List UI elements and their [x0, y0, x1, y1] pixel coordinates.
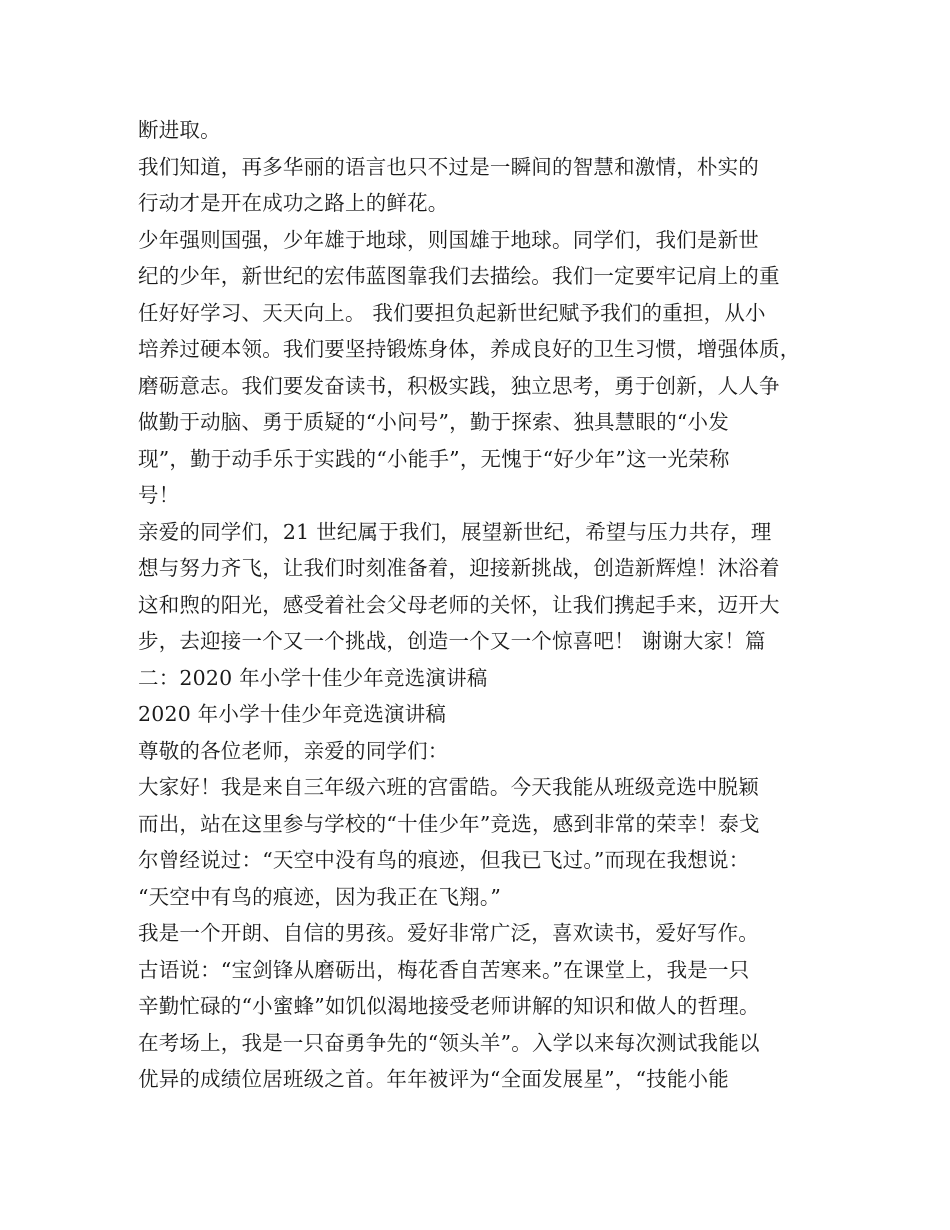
- text-line: 古语说：“宝剑锋从磨砺出，梅花香自苦寒来。”在课堂上，我是一只: [138, 957, 750, 982]
- text-line: 优异的成绩位居班级之首。年年被评为“全面发展星”，“技能小能: [138, 1067, 729, 1091]
- text-line: 而出，站在这里参与学校的“十佳少年”竞选，感到非常的荣幸！泰戈: [138, 811, 760, 836]
- text-line: 培养过硬本领。我们要坚持锻炼身体，养成良好的卫生习惯，增强体质，: [138, 337, 801, 361]
- text-line: 纪的少年，新世纪的宏伟蓝图靠我们去描绘。我们一定要牢记肩上的重: [138, 264, 780, 288]
- text-line: 号！: [138, 483, 180, 507]
- text-line: 磨砺意志。我们要发奋读书，积极实践，独立思考，勇于创新，人人争: [138, 373, 780, 398]
- text-line: 2020 年小学十佳少年竞选演讲稿: [138, 702, 447, 726]
- text-line: 做勤于动脑、勇于质疑的“小问号”，勤于探索、独具慧眼的“小发: [138, 410, 729, 434]
- text-line: 亲爱的同学们，21 世纪属于我们，展望新世纪，希望与压力共存，理: [138, 519, 772, 544]
- text-line: 二：2020 年小学十佳少年竞选演讲稿: [138, 665, 488, 690]
- text-line: 这和煦的阳光，感受着社会父母老师的关怀，让我们携起手来，迈开大: [138, 592, 780, 617]
- text-line: 想与努力齐飞，让我们时刻准备着，迎接新挑战，创造新辉煌！沐浴着: [138, 556, 780, 580]
- text-line: 现”，勤于动手乐于实践的“小能手”，无愧于“好少年”这一光荣称: [138, 446, 730, 471]
- document-body: [138, 112, 828, 1098]
- text-line: 断进取。: [138, 118, 221, 142]
- text-line: 我们知道，再多华丽的语言也只不过是一瞬间的智慧和激情，朴实的: [138, 154, 759, 179]
- text-line: “天空中有鸟的痕迹，因为我正在飞翔。”: [138, 884, 502, 909]
- text-line: 在考场上，我是一只奋勇争先的“领头羊”。入学以来每次测试我能以: [138, 1030, 760, 1055]
- text-line: 步，去迎接一个又一个挑战，创造一个又一个惊喜吧！ 谢谢大家！篇: [138, 629, 766, 653]
- text-line: 大家好！我是来自三年级六班的宫雷皓。今天我能从班级竞选中脱颖: [138, 775, 759, 799]
- text-line: 尊敬的各位老师，亲爱的同学们：: [138, 738, 449, 763]
- text-line: 任好好学习、天天向上。 我们要担负起新世纪赋予我们的重担，从小: [138, 300, 766, 325]
- text-line: 少年强则国强，少年雄于地球，则国雄于地球。同学们，我们是新世: [138, 227, 759, 252]
- text-line: 尔曾经说过：“天空中没有鸟的痕迹，但我已飞过。”而现在我想说：: [138, 848, 750, 872]
- text-line: 辛勤忙碌的“小蜜蜂”如饥似渴地接受老师讲解的知识和做人的哲理。: [138, 994, 760, 1018]
- text-line: 我是一个开朗、自信的男孩。爱好非常广泛，喜欢读书，爱好写作。: [138, 921, 759, 945]
- text-line: 行动才是开在成功之路上的鲜花。: [138, 191, 449, 215]
